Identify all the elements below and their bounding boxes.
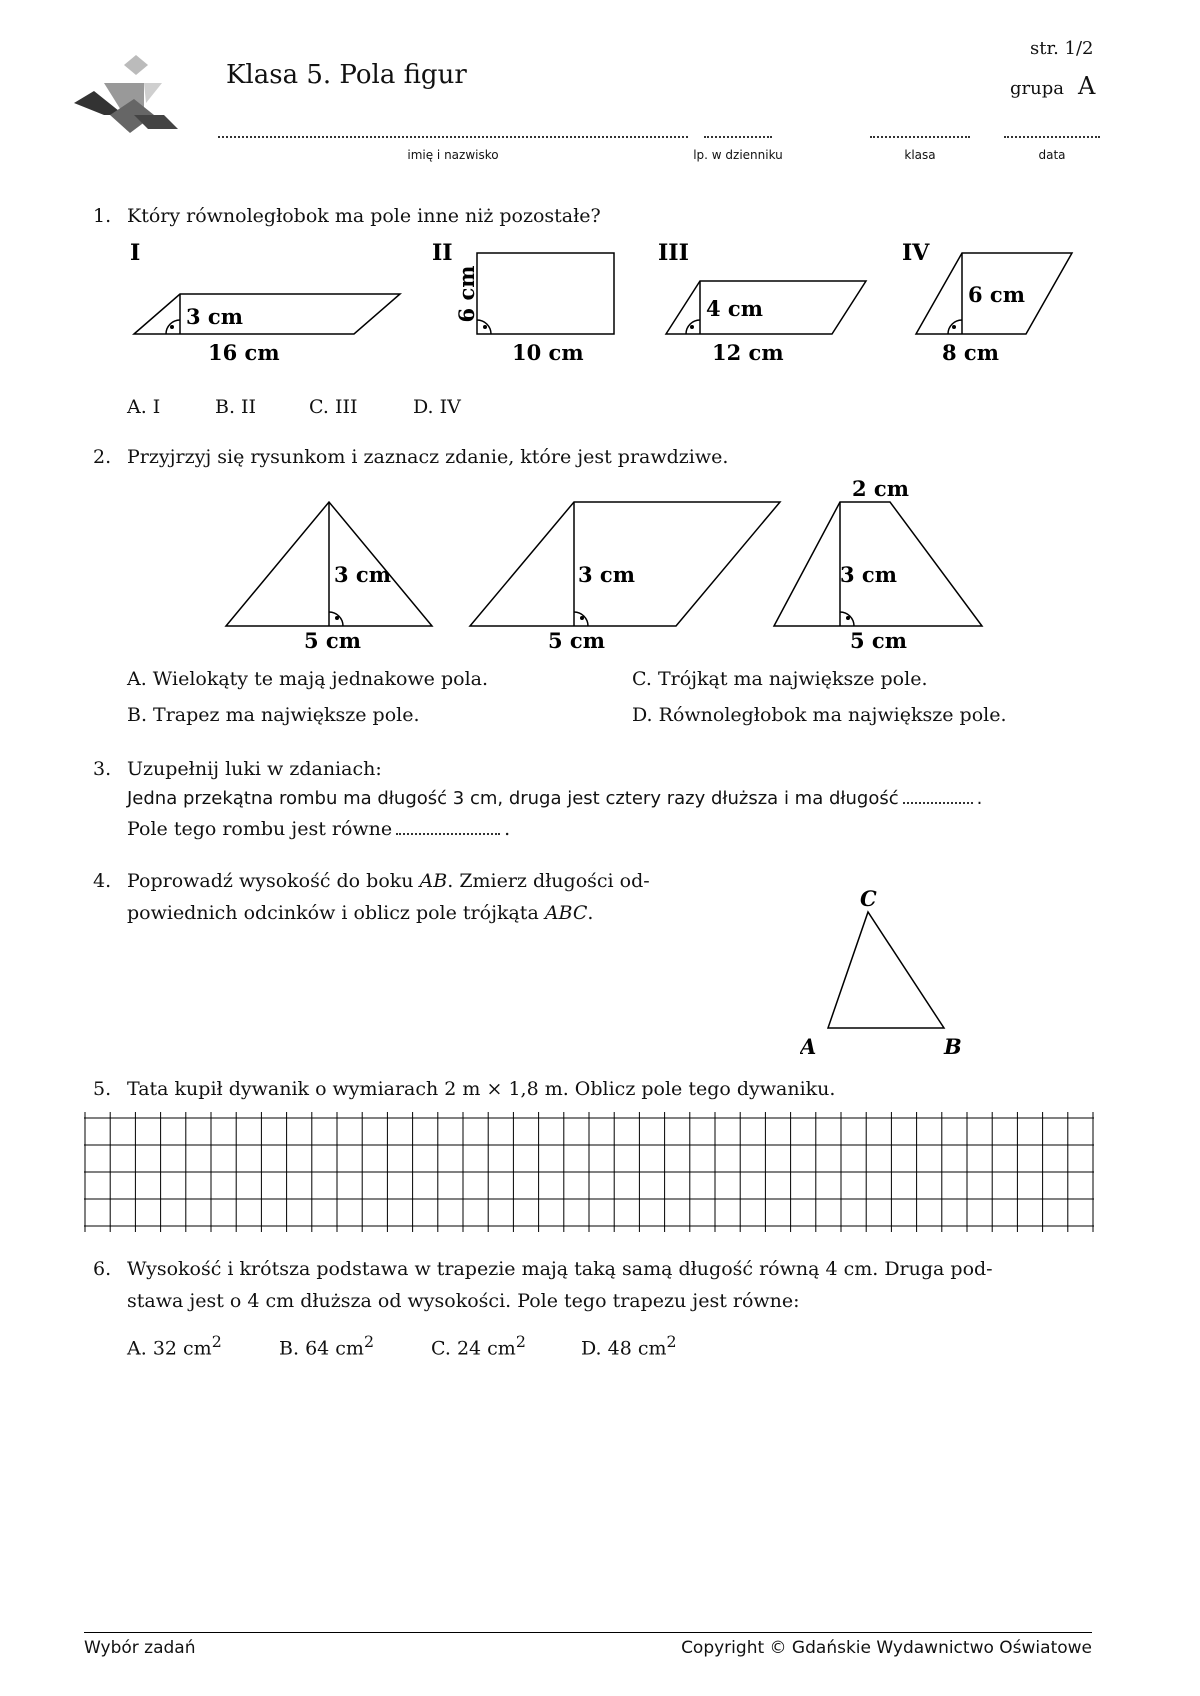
question-6-line-2 (127, 1290, 800, 1312)
class-field-label: klasa (904, 148, 936, 162)
question-2 (93, 446, 729, 468)
group-indicator (1010, 72, 1095, 100)
base-label: 12 cm (712, 340, 784, 365)
question-text: stawa jest o 4 cm dłuższa od wysokości. Pole tego trapezu jest równe: (127, 1290, 800, 1312)
height-label: 3 cm (578, 562, 635, 587)
option-value: 48 cm (607, 1337, 667, 1360)
option-value: 24 cm (456, 1337, 516, 1360)
question-4 (93, 870, 650, 892)
answer-option-c[interactable] (431, 1332, 526, 1359)
vertex-a-label: A (800, 1034, 817, 1056)
math-abc: ABC (544, 902, 588, 924)
q2-figures (0, 476, 1200, 656)
option-value: 32 cm (152, 1337, 212, 1360)
answer-option-b[interactable]: B. II (215, 396, 257, 418)
question-text: Poprowadź wysokość do boku (127, 870, 420, 892)
answer-option-d[interactable]: D. Równoległobok ma największe pole. (632, 704, 1007, 726)
question-number: 5. (93, 1078, 112, 1100)
height-label: 6 cm (454, 265, 479, 323)
answer-option-b[interactable] (279, 1332, 374, 1359)
footer-copyright: Copyright © Gdańskie Wydawnictwo Oświatowe (681, 1638, 1092, 1658)
option-exponent: 2 (363, 1332, 375, 1351)
triangle-abc (800, 886, 980, 1056)
sentence-text: Pole tego rombu jest równe (127, 818, 393, 840)
base-label: 8 cm (942, 340, 999, 365)
question-text: Tata kupił dywanik o wymiarach 2 m × 1,8 m. Oblicz pole tego dywaniku. (127, 1078, 836, 1100)
publisher-logo (74, 55, 184, 145)
question-text: Wysokość i krótsza podstawa w trapezie mają taką samą długość równą 4 cm. Druga pod- (127, 1258, 993, 1280)
rectangle-ii (477, 253, 614, 334)
question-3-sentence-1: Jedna przekątna rombu ma długość 3 cm, druga jest cztery razy dłuższa i ma długość . (127, 788, 983, 809)
question-number: 6. (93, 1258, 112, 1280)
answer-option-c[interactable]: C. III (309, 396, 358, 418)
q1-figures (0, 236, 1200, 366)
option-letter: B. (279, 1337, 300, 1360)
question-number: 2. (93, 446, 112, 468)
question-number: 4. (93, 870, 112, 892)
option-exponent: 2 (515, 1332, 526, 1351)
question-6 (93, 1258, 993, 1280)
question-text: . Zmierz długości od- (447, 870, 650, 892)
option-exponent: 2 (666, 1332, 677, 1351)
page-title: Klasa 5. Pola figur (226, 60, 467, 90)
answer-grid[interactable] (84, 1112, 1094, 1232)
question-text: Który równoległobok ma pole inne niż pozostałe? (127, 205, 601, 227)
base-label: 5 cm (304, 628, 361, 653)
option-letter: A. (127, 1337, 147, 1360)
question-5 (93, 1078, 836, 1100)
question-1 (93, 205, 601, 227)
option-letter: D. (581, 1337, 602, 1360)
parallelogram-iii (666, 281, 866, 334)
question-3-sentence-2: Pole tego rombu jest równe . (127, 818, 511, 840)
question-number: 1. (93, 205, 112, 227)
option-letter: C. (431, 1337, 451, 1360)
question-text: . (587, 902, 594, 924)
date-field-label: data (1038, 148, 1066, 162)
top-base-label: 2 cm (852, 476, 909, 501)
height-label: 3 cm (840, 562, 897, 587)
answer-blank[interactable] (903, 802, 973, 804)
question-text: Przyjrzyj się rysunkom i zaznacz zdanie, które jest prawdziwe. (127, 446, 729, 468)
answer-option-a[interactable] (127, 1332, 222, 1359)
answer-option-c[interactable]: C. Trójkąt ma największe pole. (632, 668, 928, 690)
sentence-text: Jedna przekątna rombu ma długość 3 cm, druga jest cztery razy dłuższa i ma długość (127, 788, 899, 809)
footer-left: Wybór zadań (84, 1638, 196, 1658)
figure-label: II (432, 240, 453, 266)
base-label: 10 cm (512, 340, 584, 365)
height-label: 6 cm (968, 282, 1025, 307)
height-label: 3 cm (186, 304, 243, 329)
option-exponent: 2 (211, 1332, 222, 1351)
base-label: 16 cm (208, 340, 280, 365)
name-field[interactable] (218, 136, 688, 138)
math-ab: AB (419, 870, 448, 892)
vertex-c-label: C (860, 886, 877, 911)
group-label: grupa (1010, 78, 1064, 99)
base-label: 5 cm (850, 628, 907, 653)
figure-label: III (658, 240, 689, 266)
option-value: 64 cm (305, 1337, 364, 1360)
height-label: 4 cm (706, 296, 763, 321)
answer-option-a[interactable]: A. Wielokąty te mają jednakowe pola. (127, 668, 489, 690)
question-text: powiednich odcinków i oblicz pole trójkąta (127, 902, 545, 924)
class-field[interactable] (870, 136, 970, 138)
footer-divider (84, 1632, 1092, 1633)
date-field[interactable] (1004, 136, 1100, 138)
question-number: 3. (93, 758, 112, 780)
figure-label: I (130, 240, 141, 266)
class-number-field-label: lp. w dzienniku (693, 148, 783, 162)
answer-option-d[interactable]: D. IV (413, 396, 461, 418)
question-4-line-2 (127, 902, 593, 924)
group-letter: A (1077, 72, 1096, 100)
answer-blank[interactable] (396, 833, 500, 835)
parallelogram-i (134, 294, 400, 334)
class-number-field[interactable] (704, 136, 772, 138)
height-label: 3 cm (334, 562, 391, 587)
answer-option-b[interactable]: B. Trapez ma największe pole. (127, 704, 420, 726)
base-label: 5 cm (548, 628, 605, 653)
question-instruction: Uzupełnij luki w zdaniach: (127, 758, 382, 780)
name-field-label: imię i nazwisko (407, 148, 499, 162)
answer-option-d[interactable] (581, 1332, 677, 1359)
page-number: str. 1/2 (1030, 38, 1094, 59)
answer-option-a[interactable]: A. I (127, 396, 161, 418)
vertex-b-label: B (944, 1034, 962, 1056)
figure-label: IV (902, 240, 930, 266)
question-3 (93, 758, 382, 780)
